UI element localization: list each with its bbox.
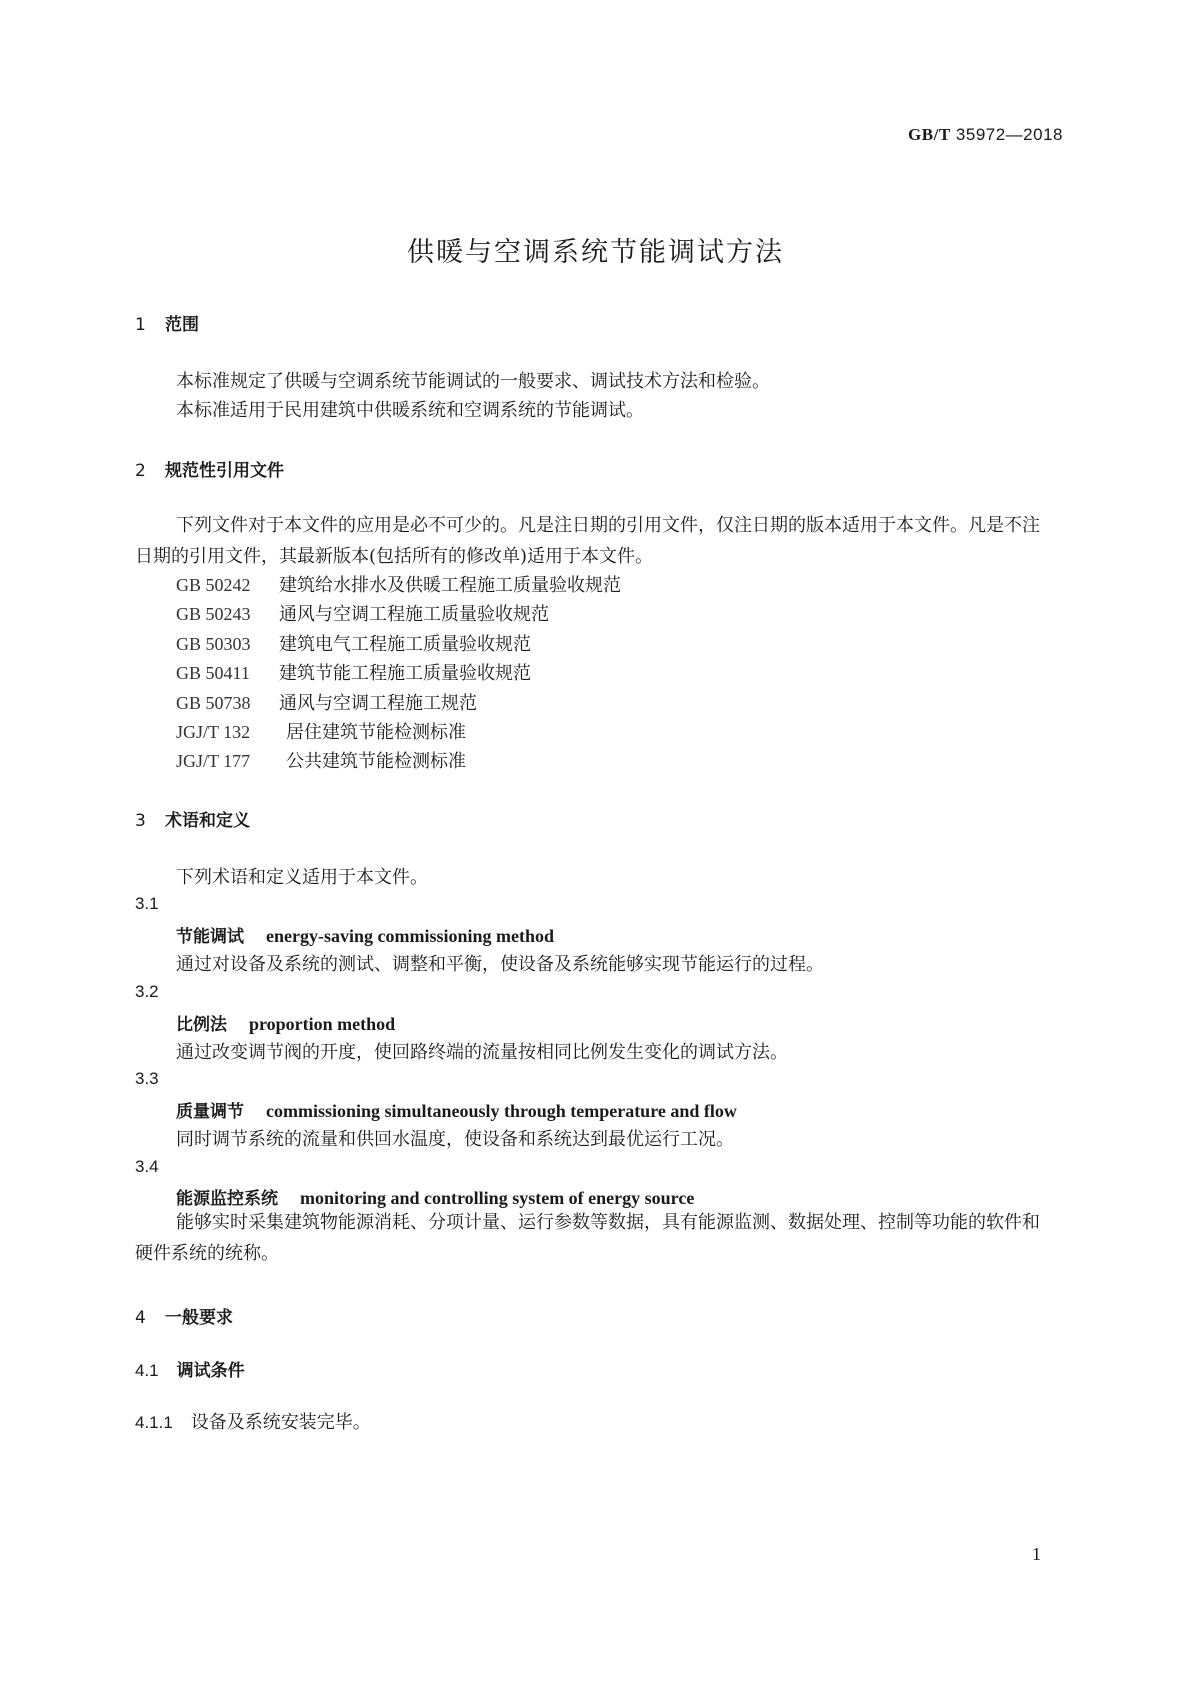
term-definition: 通过对设备及系统的测试、调整和平衡，使设备及系统能够实现节能运行的过程。 [176, 954, 824, 975]
standard-number: GB/T 35972—2018 [908, 125, 1063, 144]
term-number: 3.3 [135, 1069, 159, 1088]
reference-item: GB 50303 建筑电气工程施工质量验收规范 [176, 634, 531, 655]
section-1-para-1: 本标准规定了供暖与空调系统节能调试的一般要求、调试技术方法和检验。 [176, 371, 770, 392]
section-3-intro: 下列术语和定义适用于本文件。 [176, 867, 428, 888]
term-number: 3.4 [135, 1157, 159, 1176]
term-title: 能源监控系统 monitoring and controlling system of energy source [176, 1188, 695, 1209]
term-title: 质量调节 commissioning simultaneously through temperature and flow [176, 1101, 737, 1122]
reference-item: GB 50242 建筑给水排水及供暖工程施工质量验收规范 [176, 575, 621, 596]
section-1-para-2: 本标准适用于民用建筑中供暖系统和空调系统的节能调试。 [176, 400, 644, 421]
document-title: 供暖与空调系统节能调试方法 [407, 237, 784, 268]
page-number: 1 [1032, 1544, 1041, 1564]
section-4-heading: 4 一般要求 [135, 1308, 233, 1328]
section-2-intro: 下列文件对于本文件的应用是必不可少的。凡是注日期的引用文件，仅注日期的版本适用于本文件。凡是不注日期的引用文件，其最新版本(包括所有的修改单)适用于本文件。 [135, 515, 1040, 567]
term-number: 3.1 [135, 894, 159, 913]
reference-item: GB 50738 通风与空调工程施工规范 [176, 693, 477, 714]
term-title: 节能调试 energy-saving commissioning method [176, 926, 554, 947]
term-title: 比例法 proportion method [176, 1014, 396, 1035]
reference-item: JGJ/T 177 公共建筑节能检测标准 [176, 751, 466, 772]
term-number: 3.2 [135, 982, 159, 1001]
clause: 4.1.1 设备及系统安装完毕。 [135, 1412, 371, 1433]
reference-item: GB 50411 建筑节能工程施工质量验收规范 [176, 663, 531, 684]
reference-item: GB 50243 通风与空调工程施工质量验收规范 [176, 604, 549, 625]
reference-item: JGJ/T 132 居住建筑节能检测标准 [176, 722, 466, 743]
section-2-heading: 2 规范性引用文件 [135, 461, 284, 481]
section-3-heading: 3 术语和定义 [135, 811, 250, 831]
subsection-heading: 4.1 调试条件 [135, 1361, 245, 1381]
term-definition: 能够实时采集建筑物能源消耗、分项计量、运行参数等数据，具有能源监测、数据处理、控制等功能的软件和硬件系统的统称。 [135, 1212, 1040, 1264]
section-1-heading: 1 范围 [135, 315, 199, 335]
term-definition: 通过改变调节阀的开度，使回路终端的流量按相同比例发生变化的调试方法。 [176, 1042, 788, 1063]
term-definition: 同时调节系统的流量和供回水温度，使设备和系统达到最优运行工况。 [176, 1129, 734, 1150]
